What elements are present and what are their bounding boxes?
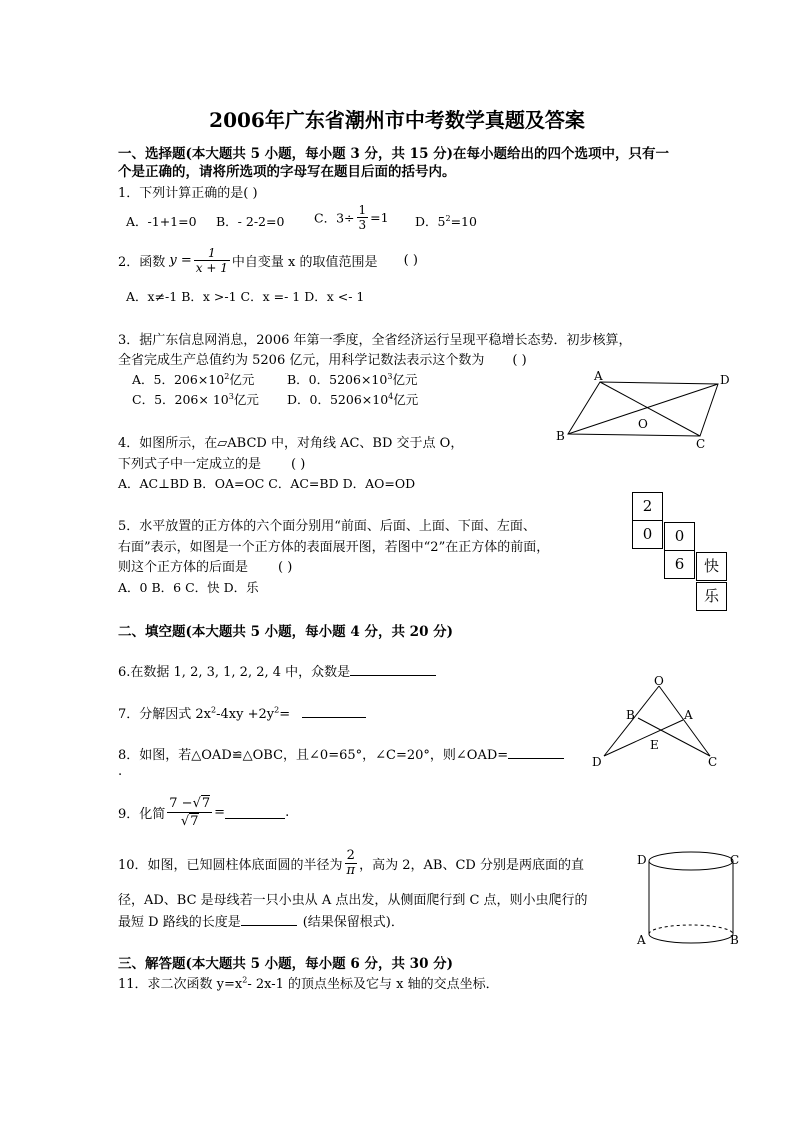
q5-line3: 则这个正方体的后面是 ( ) [118, 560, 293, 575]
q5-options: A．0 B．6 C．快 D．乐 [118, 580, 259, 595]
q8-label-d: D [592, 755, 602, 769]
q6-text: 6.在数据 1, 2, 3, 1, 2, 2, 4 中，众数是 [118, 661, 436, 680]
q4-diagonal-ac [600, 382, 700, 436]
q8-text: 8．如图，若△OAD≌△OBC，且∠0=65°，∠C=20°，则∠OAD= [118, 744, 564, 763]
q2-options: A．x≠-1 B．x >-1 C．x =- 1 D．x <- 1 [126, 289, 365, 304]
q6-answer-blank [350, 663, 436, 676]
q10-label-b: B [730, 933, 739, 947]
page-title: 2006年广东省潮州市中考数学真题及答案 [209, 108, 585, 132]
q1-option-c-fraction: $\frac{1}{3}$ [358, 203, 367, 232]
q10-answer-blank [241, 913, 297, 926]
q9-fraction: $\frac{7 -√7}{√7}$ [169, 796, 211, 829]
q7-text: 7．分解因式 $2x^2-4xy +2y^2=$ [118, 703, 366, 722]
q1-stem: 1．下列计算正确的是( ) [118, 186, 258, 201]
q4-label-b: B [556, 429, 565, 443]
q4-options: A．AC⊥BD B．OA=OC C．AC=BD D．AO=OD [118, 476, 416, 491]
q8-label-b: B [626, 708, 635, 722]
q10-cylinder-figure [634, 848, 744, 948]
q4-label-c: C [696, 437, 706, 450]
q8-label-a: A [684, 708, 693, 722]
q10-line3: 最短 D 路线的长度是 (结果保留根式)． [118, 915, 404, 930]
q8-label-o: O [654, 674, 664, 688]
q10-label-c: C [730, 853, 740, 867]
q5-net-cell-5: 快 [696, 552, 727, 581]
q9-answer-blank [225, 806, 285, 819]
q10-fraction: $\frac{2}{\pi}$ [346, 848, 356, 878]
section1-heading-line2: 个是正确的，请将所选项的字母写在题目后面的括号内。 [118, 164, 456, 180]
q5-net-cell-2: 0 [632, 520, 663, 549]
q8-triangle-figure [588, 672, 728, 772]
q4-line2: 下列式子中一定成立的是 ( ) [118, 457, 306, 472]
q5-net-cell-6: 乐 [696, 582, 727, 611]
q10-bottom-back-arc [649, 925, 733, 934]
q11-text: 11．求二次函数 $y=x^2-$ 2x-1 的顶点坐标及它与 x 轴的交点坐标． [118, 975, 499, 992]
q4-label-d: D [720, 373, 730, 387]
q3-line2: 全省完成生产总值约为 5206 亿元，用科学记数法表示这个数为 ( ) [118, 353, 527, 368]
section1-heading-line1: 一、选择题(本大题共 5 小题，每小题 3 分，共 15 分)在每小题给出的四个选项中，只有一 [118, 146, 670, 162]
q4-parallelogram-figure [548, 370, 738, 450]
q3-option-d: D．0．$5206\times 10^4$亿元 [287, 391, 419, 407]
q10-line1: 10．如图，已知圆柱体底面圆的半径为 $\frac{2}{\pi}$ ，高为 2，AB、CD 分别是两底面的直 [118, 848, 584, 878]
q8-label-e: E [650, 738, 659, 752]
section3-heading: 三、解答题(本大题共 5 小题，每小题 6 分，共 30 分) [118, 956, 454, 972]
q3-option-c: C．5．$206\times 10^3$亿元 [132, 391, 259, 407]
q1-option-b: B．- 2-2=0 [216, 214, 285, 229]
q4-label-o: O [638, 417, 648, 431]
q5-net-cell-3: 0 [664, 522, 695, 551]
q10-top-ellipse [649, 852, 733, 870]
q10-label-a: A [637, 933, 646, 947]
q4-line1: 4．如图所示，在▱ABCD 中，对角线 AC、BD 交于点 O， [118, 436, 464, 451]
q2-fraction: $\frac{1}{x + 1}$ [195, 246, 228, 275]
q8-line-da [604, 720, 683, 756]
q8-period: . [118, 764, 123, 779]
q10-line2: 径，AD、BC 是母线若一只小虫从 A 点出发，从侧面爬行到 C 点，则小虫爬行的 [118, 893, 588, 908]
q5-net-cell-1: 2 [632, 492, 663, 521]
q10-label-d: D [637, 853, 647, 867]
q1-option-c: C．3÷ $\frac{1}{3}$ =1 [314, 203, 389, 232]
q8-answer-blank [508, 746, 564, 759]
q8-label-c: C [708, 755, 718, 769]
q2-stem: 2．函数 y = $\frac{1}{x + 1}$ 中自变量 x 的取值范围是 ( ) [118, 246, 418, 275]
q1-option-a: A．-1+1=0 [126, 214, 197, 229]
q5-line1: 5．水平放置的正方体的六个面分别用“前面、后面、上面、下面、左面、 [118, 519, 536, 534]
q5-line2: 右面”表示，如图是一个正方体的表面展开图，若图中“2”在正方体的前面， [118, 540, 550, 555]
q3-line1: 3．据广东信息网消息，2006 年第一季度，全省经济运行呈现平稳增长态势．初步核算， [118, 333, 632, 348]
q9-text: 9．化简 $\frac{7 -√7}{√7}$ = . [118, 796, 290, 829]
q3-option-b: B．0．$5206\times 10^3$亿元 [287, 371, 418, 387]
q1-option-d: D．$5^2=10$ [415, 213, 477, 229]
q4-label-a: A [594, 370, 603, 383]
q10-bottom-front-arc [649, 934, 733, 943]
q7-answer-blank [302, 705, 366, 718]
q3-option-a: A．5．$206\times 10^2$亿元 [132, 371, 255, 387]
q5-net-cell-4: 6 [664, 550, 695, 579]
section2-heading: 二、填空题(本大题共 5 小题，每小题 4 分，共 20 分) [118, 624, 454, 640]
